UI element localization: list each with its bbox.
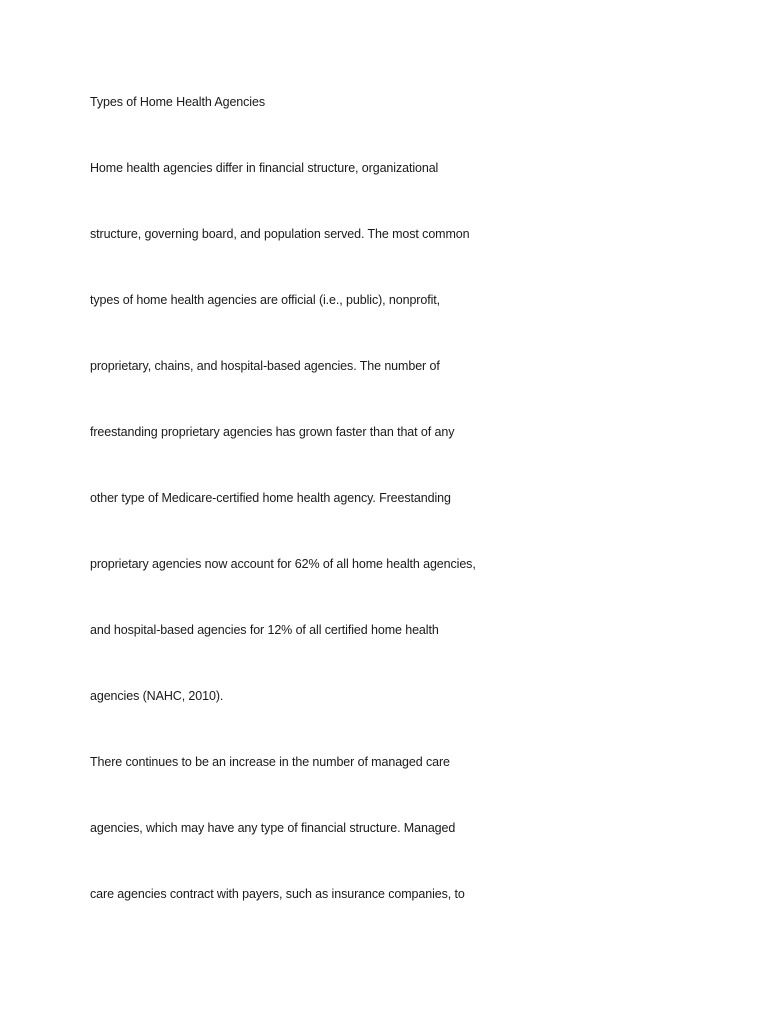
paragraph-line: proprietary, chains, and hospital-based agencies. The number of xyxy=(90,359,440,373)
document-heading: Types of Home Health Agencies xyxy=(90,95,265,109)
paragraph-line: care agencies contract with payers, such as insurance companies, to xyxy=(90,887,465,901)
paragraph-line: other type of Medicare-certified home health agency. Freestanding xyxy=(90,491,451,505)
paragraph-line: and hospital-based agencies for 12% of all certified home health xyxy=(90,623,439,637)
paragraph-line: agencies (NAHC, 2010). xyxy=(90,689,224,703)
paragraph-line: freestanding proprietary agencies has grown faster than that of any xyxy=(90,425,455,439)
paragraph-line: Home health agencies differ in financial structure, organizational xyxy=(90,161,439,175)
paragraph-line: agencies, which may have any type of financial structure. Managed xyxy=(90,821,456,835)
paragraph-line: There continues to be an increase in the number of managed care xyxy=(90,755,450,769)
paragraph-line: structure, governing board, and population served. The most common xyxy=(90,227,470,241)
paragraph-line: proprietary agencies now account for 62% of all home health agencies, xyxy=(90,557,476,571)
paragraph-line: types of home health agencies are official (i.e., public), nonprofit, xyxy=(90,293,441,307)
